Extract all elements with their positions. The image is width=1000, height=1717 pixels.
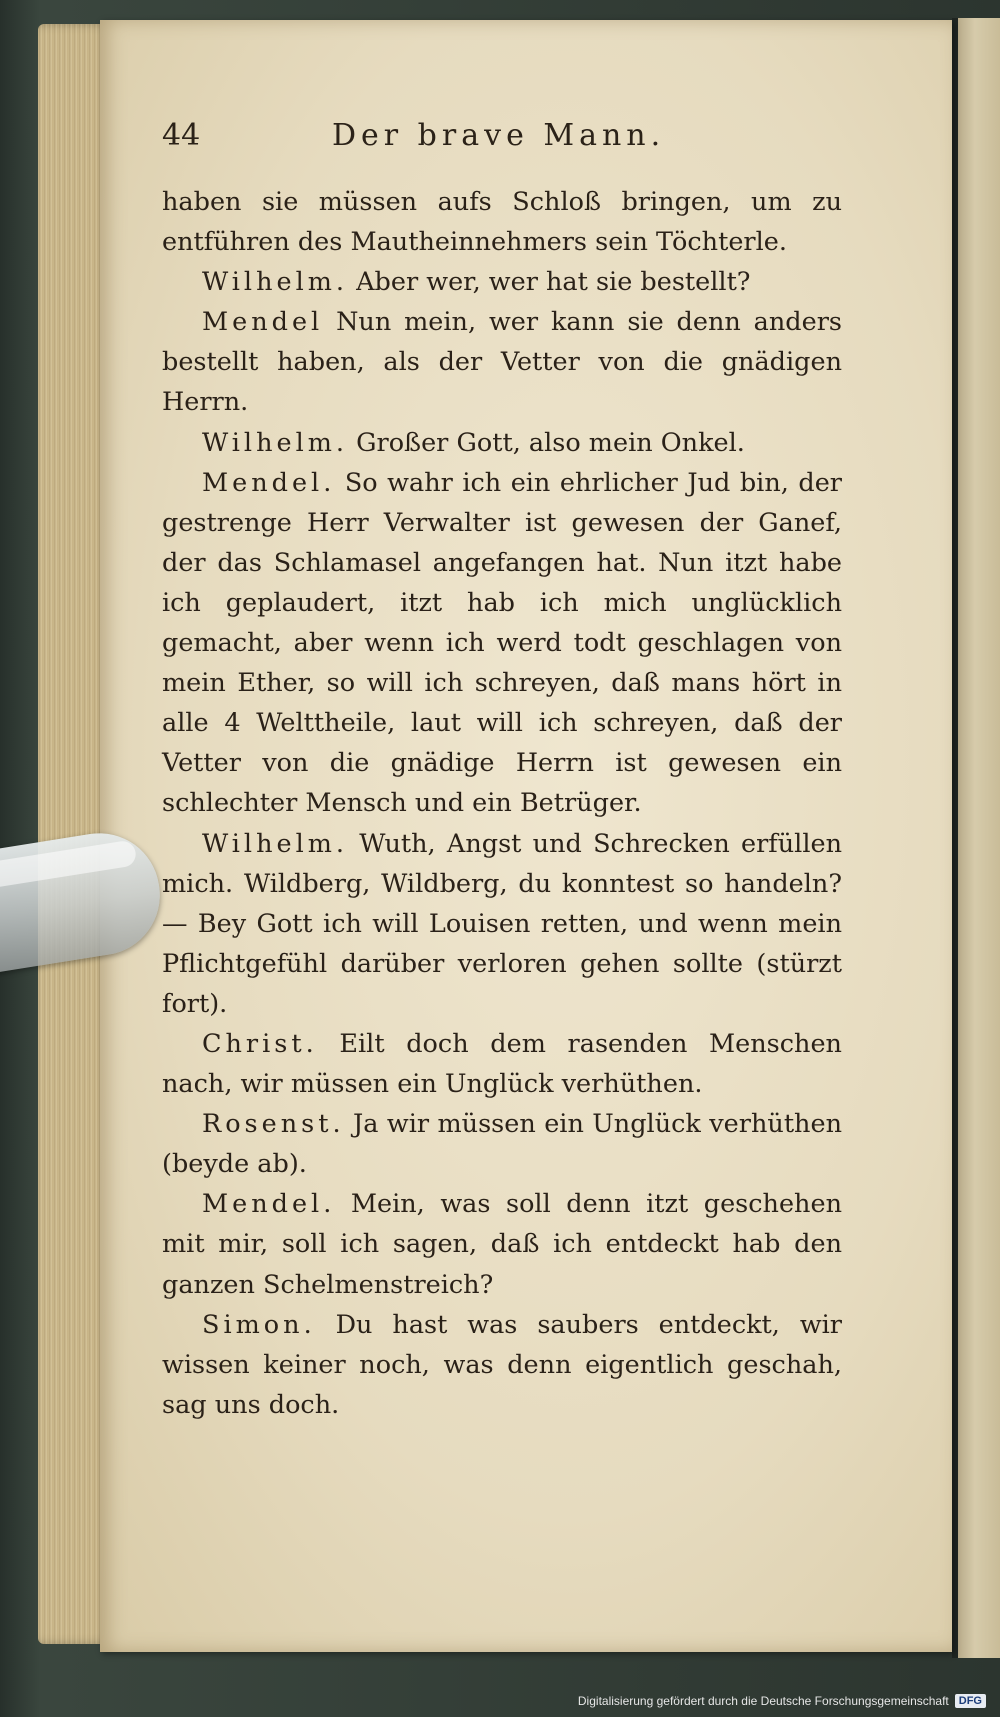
paragraph <box>162 1184 842 1304</box>
paragraph <box>162 1305 842 1425</box>
speaker-name: Wilhelm. <box>202 267 349 298</box>
paragraph <box>162 1104 842 1184</box>
paragraph-text: Nun mein, wer kann sie denn anders bestellt haben, als der Vetter von die gnädigen Herrn. <box>162 307 842 418</box>
speaker-name: Christ. <box>202 1028 318 1059</box>
paragraph-text: Ja wir müssen ein Unglück verhüthen (beyde ab). <box>162 1109 842 1180</box>
paragraph <box>162 262 842 302</box>
speaker-name: Simon. <box>202 1309 316 1340</box>
speaker-name: Mendel. <box>202 1189 336 1220</box>
digitization-footer <box>578 1691 986 1711</box>
paragraph <box>162 302 842 422</box>
page-body <box>162 182 842 1425</box>
dfg-logo: DFG <box>955 1694 986 1708</box>
paragraph-text: Mein, was soll denn itzt geschehen mit mir, soll ich sagen, daß ich entdeckt hab den ganzen Schelmenstreich? <box>162 1189 842 1300</box>
paragraph-text: haben sie müssen aufs Schloß bringen, um zu entführen des Mautheinnehmers sein Töchterle. <box>162 187 842 258</box>
paragraph-text: Aber wer, wer hat sie bestellt? <box>356 267 751 298</box>
paragraph <box>162 1024 842 1104</box>
paragraph <box>162 423 842 463</box>
footer-credit: Digitalisierung gefördert durch die Deutsche Forschungsgemeinschaft <box>577 1694 949 1708</box>
paragraph <box>162 182 842 262</box>
paragraph-text: Eilt doch dem rasenden Menschen nach, wir müssen ein Unglück verhüthen. <box>162 1028 842 1100</box>
page-header <box>162 118 842 162</box>
facing-page-edge <box>958 18 1000 1658</box>
paragraph-text: Wuth, Angst und Schrecken erfüllen mich. Wildberg, Wildberg, du konntest so handeln? — Bey Gott ich will Louisen retten, und wenn mein Pflichtgefühl darüber verloren gehen sollte (stürzt fort). <box>162 828 842 1019</box>
paragraph-text: So wahr ich ein ehrlicher Jud bin, der gestrenge Herr Verwalter ist gewesen der Ganef, der das Schlamasel angefangen hat. Nun itzt habe ich geplaudert, itzt hab ich mich unglücklich gemacht, aber wenn ich werd todt geschlagen von mein Ether, so will ich schreyen, daß mans hört in alle 4 Welttheile, laut will ich schreyen, daß der Vetter von die gnädige Herrn ist gewesen ein schlechter Mensch und ein Betrüger. <box>162 467 842 819</box>
paragraph <box>162 463 842 824</box>
speaker-name: Mendel <box>202 307 324 338</box>
speaker-name: Wilhelm. <box>202 828 349 859</box>
page-number: 44 <box>162 118 201 153</box>
running-title: Der brave Mann. <box>332 118 666 153</box>
speaker-name: Wilhelm. <box>202 427 349 458</box>
speaker-name: Rosenst. <box>202 1109 345 1140</box>
paragraph-text: Du hast was saubers entdeckt, wir wissen keiner noch, was denn eigentlich geschah, sag uns doch. <box>162 1309 842 1420</box>
paragraph-text: Großer Gott, also mein Onkel. <box>356 427 745 458</box>
paragraph <box>162 824 842 1024</box>
speaker-name: Mendel. <box>202 467 336 498</box>
